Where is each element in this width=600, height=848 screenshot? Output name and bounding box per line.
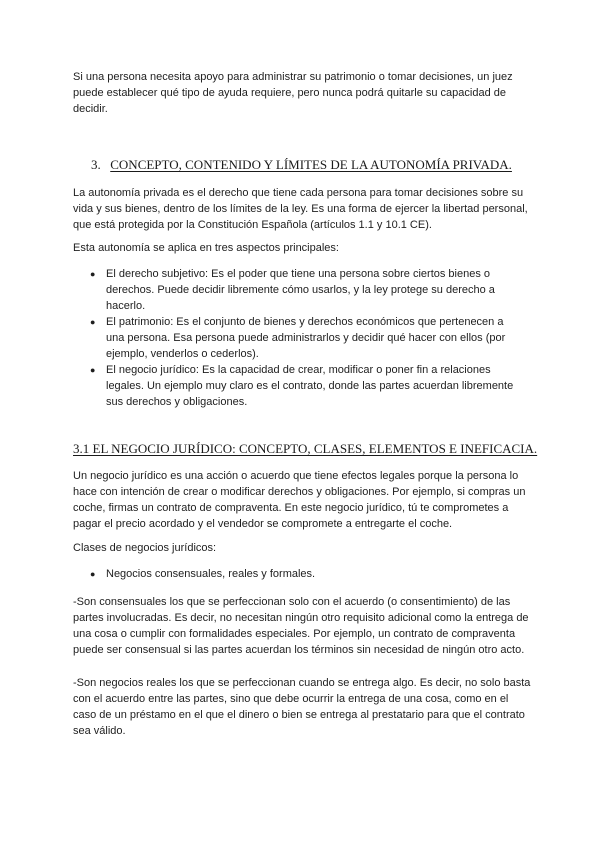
section-3-paragraph-1: La autonomía privada es el derecho que tiene cada persona para tomar decisiones sobre su vida y sus bienes, dentro de los límites de la ley. Es una forma de ejercer la libertad personal, que está protegida por la Constitución Española (artículos 1.1 y 10.1 CE). bbox=[73, 187, 528, 231]
section-3-title: CONCEPTO, CONTENIDO Y LÍMITES DE LA AUTONOMÍA PRIVADA. bbox=[110, 157, 512, 172]
bullet-icon: ● bbox=[90, 569, 96, 579]
section-3-number: 3. bbox=[91, 157, 101, 172]
section-3-1-bullet-list bbox=[90, 566, 520, 582]
bullet-icon: ● bbox=[90, 317, 96, 327]
bullet-icon: ● bbox=[90, 365, 96, 375]
section-3-1-title: 3.1 EL NEGOCIO JURÍDICO: CONCEPTO, CLASES, ELEMENTOS E INEFICACIA. bbox=[73, 441, 538, 456]
bullet-icon: ● bbox=[90, 269, 96, 279]
list-item bbox=[90, 566, 520, 582]
section-3-heading bbox=[91, 157, 512, 173]
intro-paragraph: Si una persona necesita apoyo para administrar su patrimonio o tomar decisiones, un juez puede establecer qué tipo de ayuda requiere, pero nunca podrá quitarle su capacidad de decidir. bbox=[73, 71, 513, 115]
section-3-1-paragraph-1: Un negocio jurídico es una acción o acuerdo que tiene efectos legales porque la persona lo hace con intención de crear o modificar derechos y obligaciones. Por ejemplo, si compras un coche, firmas un contrato de compraventa. En este negocio jurídico, tú te comprometes a pagar el precio acordado y el vendedor se compromete a entregarte el coche. bbox=[73, 470, 526, 530]
section-3-bullet-list bbox=[90, 266, 520, 410]
list-item bbox=[90, 314, 520, 362]
section-3-1-paragraph-4: -Son negocios reales los que se perfeccionan cuando se entrega algo. Es decir, no solo basta con el acuerdo entre las partes, sino que debe ocurrir la entrega de una cosa, como en el caso de un préstamo en el que el dinero o bien se entrega al prestatario para que el contrato sea válido. bbox=[73, 677, 531, 737]
list-item-text: El negocio jurídico: Es la capacidad de crear, modificar o poner fin a relaciones legales. Un ejemplo muy claro es el contrato, donde las partes acuerdan libremente sus derechos y obligaciones. bbox=[106, 364, 514, 408]
list-item-text: El derecho subjetivo: Es el poder que tiene una persona sobre ciertos bienes o derechos. Puede decidir libremente cómo usarlos, y la ley protege su derecho a hacerlo. bbox=[106, 268, 495, 312]
section-3-paragraph-2: Esta autonomía se aplica en tres aspectos principales: bbox=[73, 242, 339, 254]
list-item bbox=[90, 266, 520, 314]
section-3-1-heading bbox=[73, 441, 537, 457]
section-3-1-paragraph-2: Clases de negocios jurídicos: bbox=[73, 542, 217, 554]
list-item-text: El patrimonio: Es el conjunto de bienes y derechos económicos que pertenecen a una persona. Esa persona puede administrarlos y decidir qué hacer con ellos (por ejemplo, venderlos o cederlos). bbox=[106, 316, 506, 360]
list-item bbox=[90, 362, 520, 410]
list-item-text: Negocios consensuales, reales y formales. bbox=[106, 568, 316, 580]
section-3-1-paragraph-3: -Son consensuales los que se perfeccionan solo con el acuerdo (o consentimiento) de las partes involucradas. Es decir, no necesitan ningún otro requisito adicional como la entrega de una cosa o cumplir con formalidades especiales. Por ejemplo, un contrato de compraventa puede ser consensual si las partes acuerdan los términos sin necesidad de ningún otro acto. bbox=[73, 596, 529, 656]
